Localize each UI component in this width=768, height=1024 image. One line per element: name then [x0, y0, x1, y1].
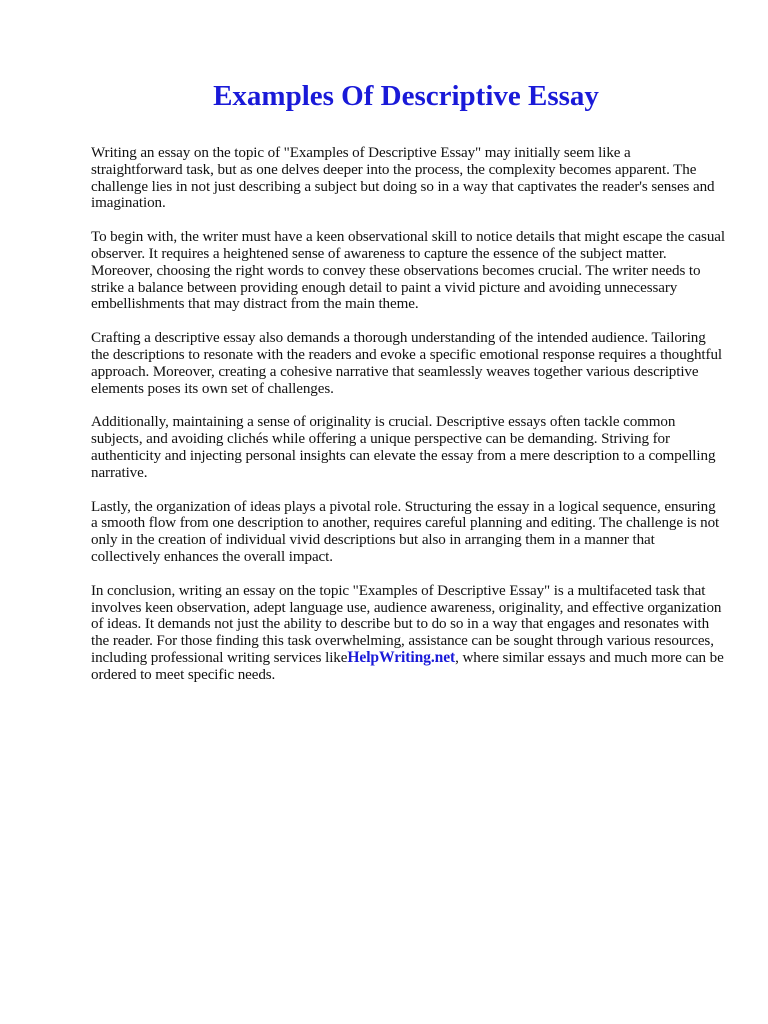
document-title: Examples Of Descriptive Essay: [213, 80, 599, 112]
paragraph-intro: Writing an essay on the topic of "Examples of Descriptive Essay" may initially seem like a straightforward task, but as one delves deeper into the process, the complexity becomes apparent. The challenge lies in not just describing a subject but doing so in a way that captivates the reader's senses and imagination.: [91, 145, 715, 212]
paragraph-originality: Additionally, maintaining a sense of originality is crucial. Descriptive essays often tackle common subjects, and avoiding clichés while offering a unique perspective can be demanding. Striving for authenticity and injecting personal insights can elevate the essay from a mere description to a compelling narrative.: [91, 414, 716, 481]
paragraph-organization: Lastly, the organization of ideas plays a pivotal role. Structuring the essay in a logical sequence, ensuring a smooth flow from one description to another, requires careful planning and editing. The challenge is not only in the creation of individual vivid descriptions but also in arranging them in a manner that collectively enhances the overall impact.: [91, 498, 720, 565]
paragraph-conclusion: [91, 583, 725, 684]
paragraph-observation: To begin with, the writer must have a keen observational skill to notice details that might escape the casual observer. It requires a heightened sense of awareness to capture the essence of the subject matter. Moreover, choosing the right words to convey these observations becomes crucial. The writer needs to strike a balance between providing enough detail to paint a vivid picture and avoiding unnecessary embellishments that may distract from the main theme.: [91, 229, 725, 313]
paragraph-audience: Crafting a descriptive essay also demands a thorough understanding of the intended audience. Tailoring the descriptions to resonate with the readers and evoke a specific emotional response requires a thoughtful approach. Moreover, creating a cohesive narrative that seamlessly weaves together various descriptive elements poses its own set of challenges.: [91, 330, 722, 397]
helpwriting-link[interactable]: HelpWriting.net: [347, 648, 456, 666]
document-body: [91, 145, 725, 701]
conclusion-text-after-link: , where similar essays and much more can be ordered to meet specific needs.: [91, 649, 724, 683]
conclusion-text-before-link: In conclusion, writing an essay on the topic "Examples of Descriptive Essay" is a multifaceted task that involves keen observation, adept language use, audience awareness, originality, and effective organization of ideas. It demands not just the ability to describe but to do so in a way that engages and resonates with the reader. For those finding this task overwhelming, assistance can be sought through various resources, including professional writing services like: [91, 582, 722, 666]
